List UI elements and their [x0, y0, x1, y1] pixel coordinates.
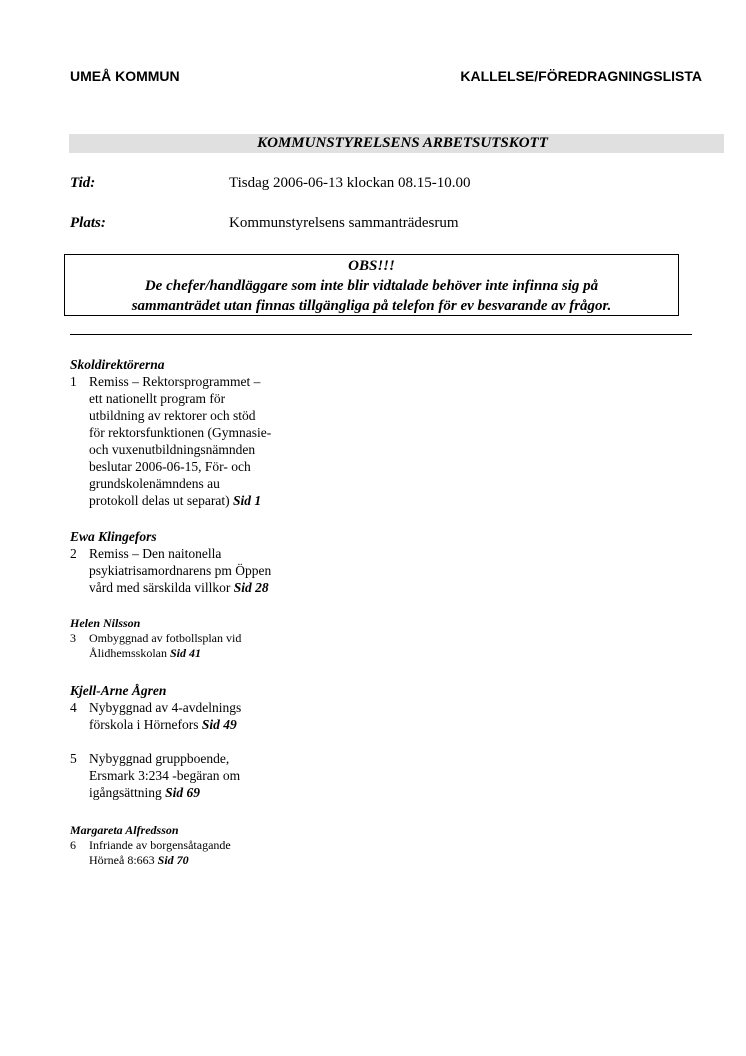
- item-number: 6: [70, 838, 76, 852]
- divider: [70, 334, 692, 335]
- item-text-line: Remiss – Rektorsprogrammet –: [89, 374, 261, 389]
- place-label: Plats:: [70, 215, 106, 231]
- agenda-group: [70, 356, 340, 509]
- item-text-line: för rektorsfunktionen (Gymnasie-: [89, 425, 272, 440]
- item-text-line: Ersmark 3:234 -begäran om: [89, 768, 241, 783]
- item-text-line: psykiatrisamordnarens pm Öppen: [89, 563, 272, 578]
- notice-title: OBS!!!: [348, 258, 395, 274]
- item-text-line: Nybyggnad av 4-avdelnings: [89, 700, 242, 715]
- item-number: 4: [70, 700, 77, 715]
- organization-name: UMEÅ KOMMUN: [70, 68, 180, 84]
- agenda-item: [70, 838, 340, 868]
- item-text-line: [89, 784, 340, 801]
- item-text-fragment: igångsättning: [89, 785, 162, 800]
- item-number: 2: [70, 546, 77, 561]
- place-value: Kommunstyrelsens sammanträdesrum: [229, 215, 459, 231]
- item-text-line: [89, 492, 340, 509]
- item-text-line: Infriande av borgensåtagande: [89, 838, 231, 852]
- page-reference: Sid 1: [232, 493, 262, 508]
- item-text-fragment: Ålidhemsskolan: [89, 646, 167, 660]
- page-reference: Sid 69: [165, 785, 201, 800]
- agenda-item: [70, 545, 340, 596]
- time-label: Tid:: [70, 175, 96, 191]
- item-text-line: grundskolenämndens au: [89, 476, 220, 491]
- item-text-line: [89, 579, 340, 596]
- meeting-body-banner: [69, 134, 724, 153]
- agenda-item: [70, 699, 340, 733]
- presenter-name: Kjell-Arne Ågren: [70, 683, 167, 698]
- item-text-line: Nybyggnad gruppboende,: [89, 751, 230, 766]
- page-reference: Sid 70: [157, 853, 189, 867]
- item-number: 3: [70, 631, 76, 645]
- agenda-item: [70, 373, 340, 509]
- presenter-name: Ewa Klingefors: [70, 529, 157, 544]
- item-text-line: [89, 646, 340, 661]
- item-text-line: [89, 853, 340, 868]
- item-text-fragment: vård med särskilda villkor: [89, 580, 231, 595]
- item-number: 5: [70, 751, 77, 766]
- page-reference: Sid 41: [170, 646, 202, 660]
- presenter-name: Helen Nilsson: [70, 616, 141, 630]
- item-text-line: utbildning av rektorer och stöd: [89, 408, 256, 423]
- agenda-item: [70, 631, 340, 661]
- presenter-name: Margareta Alfredsson: [70, 823, 179, 837]
- item-text-line: beslutar 2006-06-15, För- och: [89, 459, 251, 474]
- agenda-item: [70, 750, 340, 801]
- presenter-name: Skoldirektörerna: [70, 357, 165, 372]
- item-text-line: Remiss – Den naitonella: [89, 546, 222, 561]
- item-number: 1: [70, 374, 77, 389]
- notice-box: [64, 254, 679, 316]
- item-text-line: Ombyggnad av fotbollsplan vid: [89, 631, 242, 645]
- agenda-list: [70, 356, 340, 868]
- document-type: KALLELSE/FÖREDRAGNINGSLISTA: [460, 68, 702, 84]
- notice-line-1: De chefer/handläggare som inte blir vidtalade behöver inte infinna sig på: [144, 278, 599, 294]
- time-value: Tisdag 2006-06-13 klockan 08.15-10.00: [229, 175, 471, 191]
- item-text-line: och vuxenutbildningsnämnden: [89, 442, 256, 457]
- notice-line-2: sammanträdet utan finnas tillgängliga på telefon för ev besvarande av frågor.: [131, 298, 612, 314]
- agenda-group: [70, 616, 340, 661]
- item-text-line: ett nationellt program för: [89, 391, 226, 406]
- agenda-group: [70, 682, 340, 801]
- item-text-fragment: förskola i Hörnefors: [89, 717, 199, 732]
- meeting-body-title: KOMMUNSTYRELSENS ARBETSUTSKOTT: [257, 135, 548, 151]
- agenda-group: [70, 528, 340, 596]
- item-text-fragment: Hörneå 8:663: [89, 853, 155, 867]
- agenda-group: [70, 823, 340, 868]
- item-text-fragment: protokoll delas ut separat): [89, 493, 230, 508]
- item-text-line: [89, 716, 340, 733]
- page-reference: Sid 28: [233, 580, 269, 595]
- page-reference: Sid 49: [201, 717, 237, 732]
